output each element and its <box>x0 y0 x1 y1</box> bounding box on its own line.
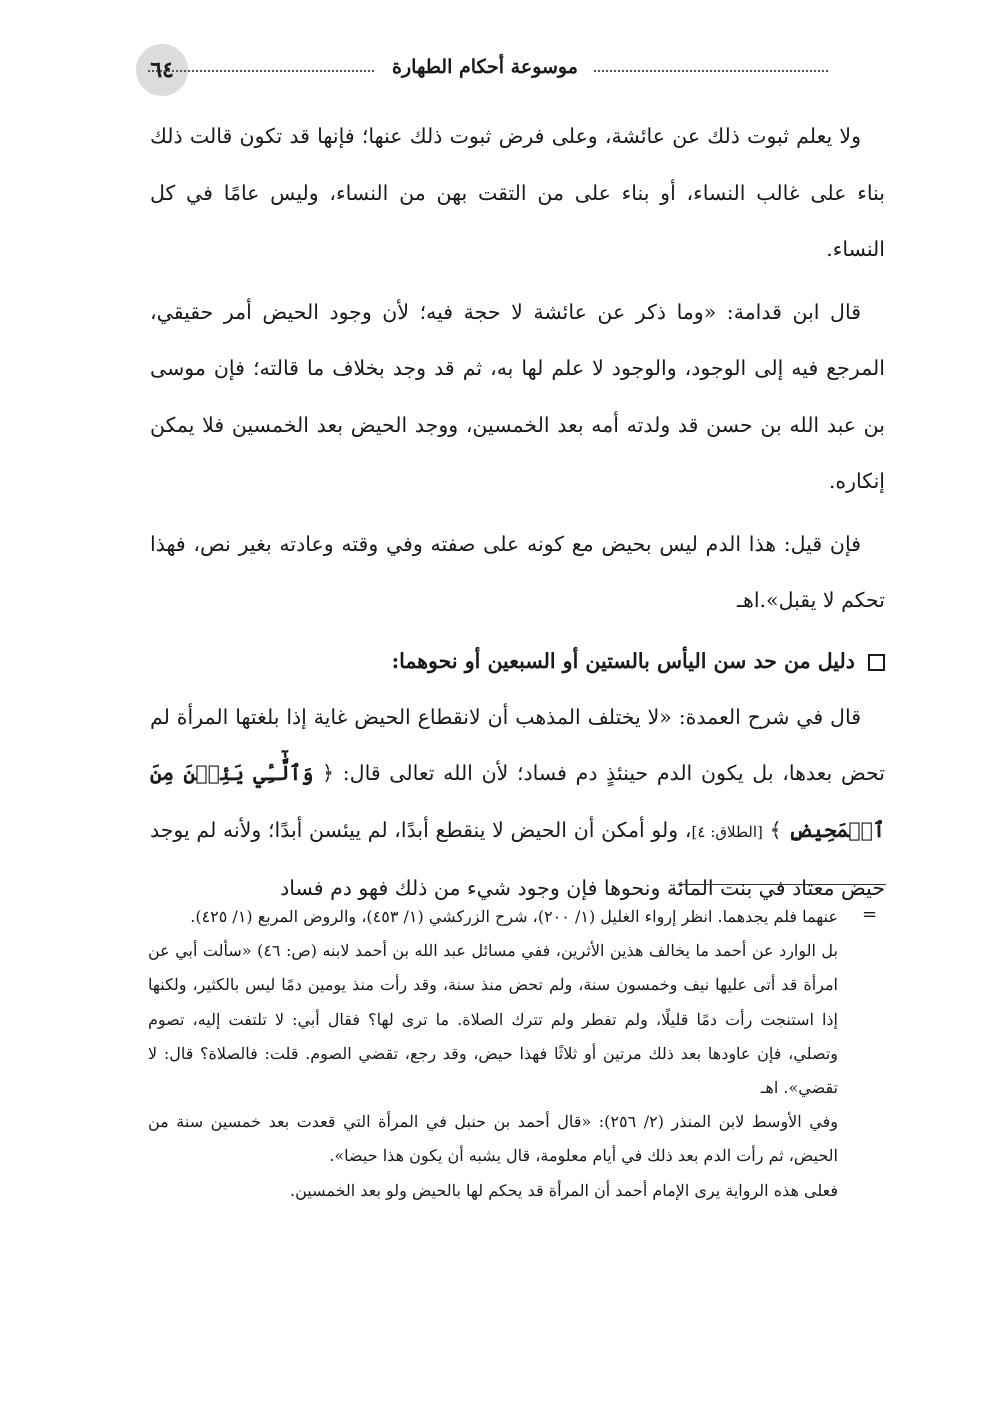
section-heading-text: دليل من حد سن اليأس بالستين أو السبعين أو نحوهما: <box>391 648 855 673</box>
footnote-1: عنهما فلم يجدهما. انظر إرواء الغليل (١/ ٢٠٠)، شرح الزركشي (١/ ٤٥٣)، والروض المربع (١/ ٤٢٥). <box>190 907 838 926</box>
footnote-continuation-marker: = <box>862 904 878 925</box>
footnote-separator <box>678 884 886 885</box>
book-title: موسوعة أحكام الطهارة <box>392 56 578 78</box>
ayah-close-bracket: ﴾ <box>769 817 782 842</box>
paragraph-4-sharh-al-umdah <box>150 689 885 917</box>
footnotes <box>148 900 838 1208</box>
footnote-4: فعلى هذه الرواية يرى الإمام أحمد أن المرأة قد يحكم لها بالحيض ولو بعد الخمسين. <box>289 1180 838 1200</box>
paragraph-4-text-before: قال في شرح العمدة: «لا يختلف المذهب أن لانقطاع الحيض غاية إذا بلغتها المرأة لم تحض بعدها، بل يكون الدم حينئذٍ دم فساد؛ لأن الله تعالى قال: <box>150 704 885 785</box>
page-number-text: ٦٤ <box>150 57 174 83</box>
footnote-2: بل الوارد عن أحمد ما يخالف هذين الأثرين، ففي مسائل عبد الله بن أحمد لابنه (ص: ٤٦) «سألت أبي عن امرأة قد أتى عليها نيف وخمسون سنة، ولم تحض منذ سنة، وقد رأت منذ يومين دمًا ليس بالكثير، ولكنها إذا استنجت رأت دمًا قليلًا، ولم تفطر ولم تترك الصلاة. ما ترى لها؟ فقال أبي: لا تلتفت إليه، تصوم وتصلي، فإن عاودها بعد ذلك مرتين أو ثلاثًا فهذا حيض، وقد رجع، تقضي الصوم. قلت: فالصلاة؟ قال: لا تقضي». اهـ <box>148 941 839 1098</box>
quran-verse: وَٱلَّٰٓـِٔي يَئِسۡنَ مِنَ ٱلۡمَحِيضِ <box>150 761 885 842</box>
section-heading <box>150 633 885 689</box>
paragraph-2-ibn-qudamah-quote: قال ابن قدامة: «وما ذكر عن عائشة لا حجة فيه؛ لأن وجود الحيض أمر حقيقي، المرجع فيه إلى الوجود، والوجود لا علم لها به، ثم قد وجد بخلاف ما قالته؛ فإن موسى بن عبد الله بن حسن قد ولدته أمه بعد الخمسين، ووجد الحيض بعد الخمسين فلا يمكن إنكاره. <box>150 299 885 493</box>
header-dotted-rule-right <box>594 70 828 72</box>
header-dotted-rule-left <box>148 70 374 72</box>
ayah-open-bracket: ﴿ <box>322 761 335 785</box>
ayah-reference: [الطلاق: ٤] <box>691 822 763 841</box>
main-text <box>150 108 885 917</box>
paragraph-4-text-after: ، ولو أمكن أن الحيض لا ينقطع أبدًا، لم ييئسن أبدًا؛ ولأنه لم يوجد حيض معتاد في بنت المائة ونحوها فإن وجود شيء من ذلك فهو دم فساد <box>150 817 885 900</box>
footnote-3: وفي الأوسط لابن المنذر (٢/ ٢٥٦): «قال أحمد بن حنبل في المرأة التي قعدت بعد خمسين سنة من الحيض، ثم رأت الدم بعد ذلك في أيام معلومة، قال يشبه أن يكون هذا حيضا». <box>148 1112 838 1166</box>
paragraph-3: فإن قيل: هذا الدم ليس بحيض مع كونه على صفته وفي وقته وعادته بغير نص، فهذا تحكم لا يقبل».اهـ <box>150 531 885 612</box>
checkbox-square-icon <box>868 654 885 671</box>
paragraph-1: ولا يعلم ثبوت ذلك عن عائشة، وعلى فرض ثبوت ذلك عنها؛ فإنها قد تكون قالت ذلك بناء على غالب النساء، أو بناء على من التقت بهن من النساء، وليس عامًا في كل النساء. <box>150 124 885 261</box>
